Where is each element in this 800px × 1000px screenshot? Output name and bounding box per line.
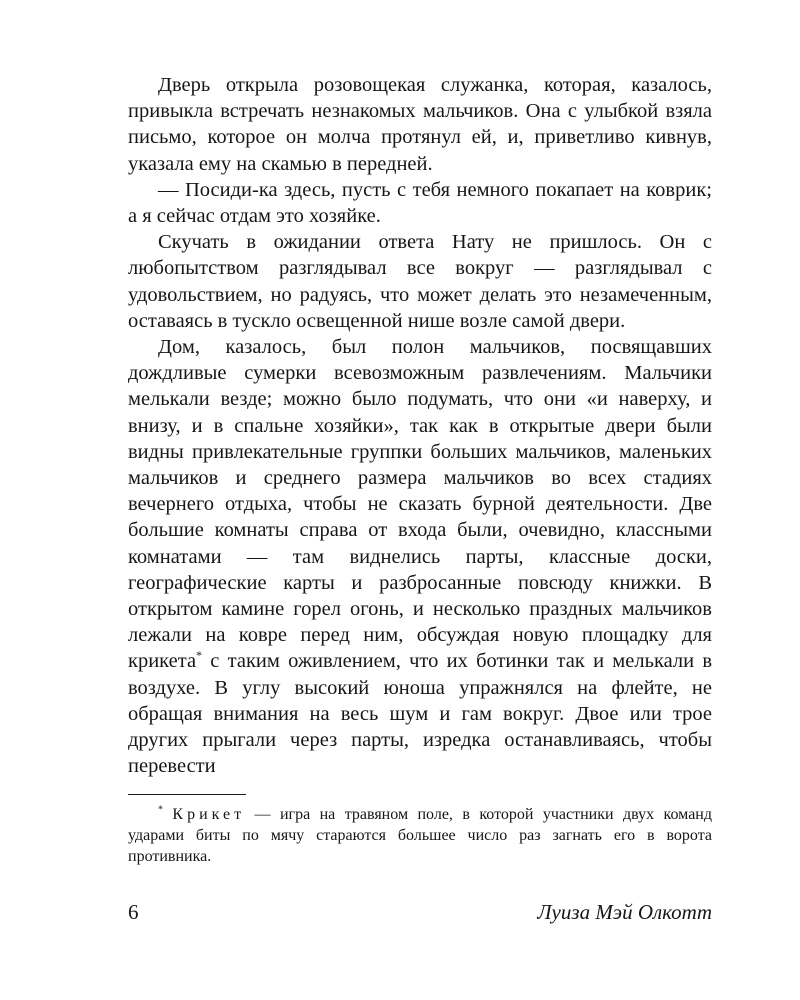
footnote-reference-mark: * [196, 648, 203, 663]
running-footer-author: Луиза Мэй Олкотт [537, 900, 712, 924]
page-number: 6 [128, 900, 139, 924]
paragraph-3: Скучать в ожидании ответа Нату не пришлось. Он с любопытством разглядывал все вокруг — разглядывал с удовольствием, но радуясь, что может делать это незамеченным, оставаясь в тускло освещенной нише возле самой двери. [128, 231, 712, 332]
footnote-divider [128, 794, 246, 795]
paragraph-4 [128, 334, 712, 779]
footnote-text: — игра на травяном поле, в которой участники двух команд ударами биты по мячу стараются большее число раз загнать его в ворота противника. [128, 806, 712, 866]
footnote [128, 804, 712, 867]
footnote-term: Крикет [172, 806, 246, 824]
page-footer [128, 900, 712, 925]
paragraph-4-part-2: с таким оживлением, что их ботинки так и мелькали в воздухе. В углу высокий юноша упражнялся на флейте, не обращая внимания на весь шум и гам вокруг. Двое или трое других прыгали через парты, изредка останавливаясь, чтобы перевести [128, 650, 712, 778]
paragraph-2: — Посиди-ка здесь, пусть с тебя немного покапает на коврик; а я сейчас отдам это хозяйке. [128, 178, 712, 228]
paragraph-4-part-1: Дом, казалось, был полон мальчиков, посвящавших дождливые сумерки всевозможным развлечениям. Мальчики мелькали везде; можно было подумать, что они «и наверху, и внизу, и в спальне хозяйки», так как в открытые двери были видны привлекательные группки больших мальчиков, маленьких мальчиков и среднего размера мальчиков во всех стадиях вечернего отдыха, чтобы не сказать бурной деятельности. Две большие комнаты справа от входа были, очевидно, классными комнатами — там виднелись парты, классные доски, географические карты и разбросанные повсюду книжки. В открытом камине горел огонь, и несколько праздных мальчиков лежали на ковре перед ним, обсуждая новую площадку для крикета [128, 336, 712, 673]
footnote-mark: * [158, 805, 163, 817]
book-page [128, 72, 712, 972]
paragraph-1: Дверь открыла розовощекая служанка, которая, казалось, привыкла встречать незнакомых мальчиков. Она с улыбкой взяла письмо, которое он молча протянул ей, и, приветливо кивнув, указала ему на скамью в передней. [128, 74, 712, 175]
main-text [128, 72, 712, 779]
